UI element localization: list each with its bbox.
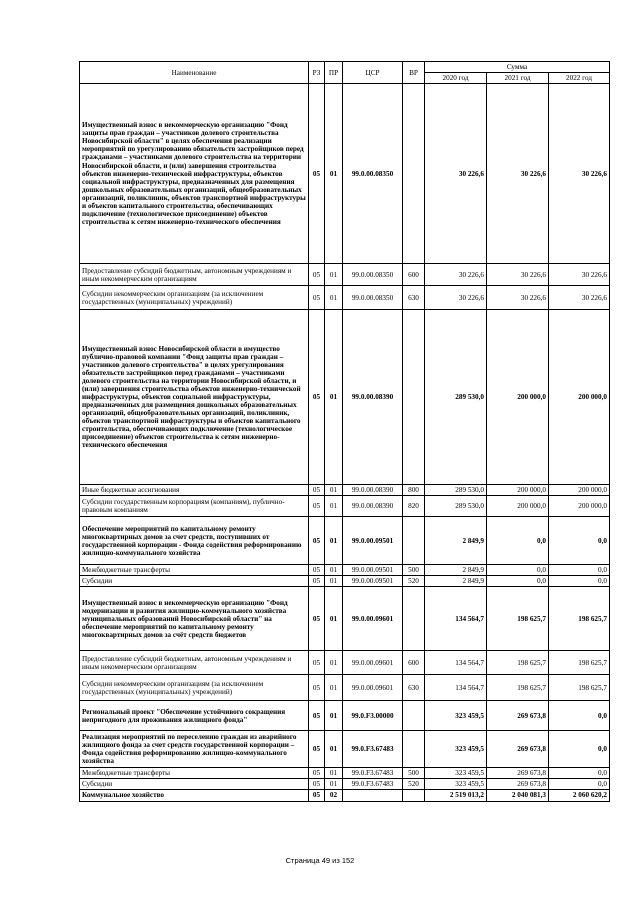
row-value-2021: 2 040 081,3 xyxy=(487,790,549,801)
row-value-2022: 30 226,6 xyxy=(549,264,610,286)
row-value-2021: 269 673,8 xyxy=(487,701,549,731)
row-rz: 05 xyxy=(309,264,325,286)
row-rz: 05 xyxy=(309,517,325,565)
table-row xyxy=(80,310,610,485)
col-header-year-2022: 2022 год xyxy=(549,73,610,84)
row-vr: 600 xyxy=(403,264,425,286)
row-rz: 05 xyxy=(309,496,325,517)
row-value-2020: 134 564,7 xyxy=(425,651,487,675)
budget-table xyxy=(79,61,610,802)
row-pr: 01 xyxy=(325,651,343,675)
row-value-2022: 198 625,7 xyxy=(549,675,610,701)
row-pr: 01 xyxy=(325,310,343,485)
table-row xyxy=(80,651,610,675)
row-csr: 99.0.F3.67483 xyxy=(343,768,403,779)
row-value-2020: 134 564,7 xyxy=(425,675,487,701)
col-header-csr: ЦСР xyxy=(343,62,403,84)
row-value-2022: 0,0 xyxy=(549,731,610,768)
row-name: Субсидии xyxy=(80,779,309,790)
row-value-2020: 30 226,6 xyxy=(425,264,487,286)
col-header-vr: ВР xyxy=(403,62,425,84)
row-value-2021: 198 625,7 xyxy=(487,651,549,675)
row-pr: 01 xyxy=(325,517,343,565)
row-value-2022: 30 226,6 xyxy=(549,84,610,264)
row-value-2021: 30 226,6 xyxy=(487,286,549,310)
table-row xyxy=(80,517,610,565)
row-value-2022: 200 000,0 xyxy=(549,496,610,517)
row-value-2020: 2 519 013,2 xyxy=(425,790,487,801)
row-pr: 01 xyxy=(325,587,343,651)
row-csr: 99.0.00.08390 xyxy=(343,310,403,485)
row-value-2021: 0,0 xyxy=(487,565,549,576)
row-value-2022: 198 625,7 xyxy=(549,651,610,675)
row-rz: 05 xyxy=(309,576,325,587)
row-vr xyxy=(403,310,425,485)
row-csr: 99.0.00.09501 xyxy=(343,576,403,587)
table-row xyxy=(80,587,610,651)
row-value-2021: 269 673,8 xyxy=(487,731,549,768)
table-row xyxy=(80,485,610,496)
row-vr: 500 xyxy=(403,565,425,576)
row-rz: 05 xyxy=(309,651,325,675)
row-csr: 99.0.F3.00000 xyxy=(343,701,403,731)
table-row xyxy=(80,768,610,779)
table-row xyxy=(80,731,610,768)
row-value-2022: 200 000,0 xyxy=(549,310,610,485)
row-vr xyxy=(403,587,425,651)
row-value-2022: 0,0 xyxy=(549,701,610,731)
row-value-2020: 2 849,9 xyxy=(425,576,487,587)
row-name: Субсидии некоммерческим организациям (за исключением государственных (муниципальных) учреждений) xyxy=(80,286,309,310)
row-rz: 05 xyxy=(309,587,325,651)
row-value-2020: 2 849,9 xyxy=(425,565,487,576)
row-value-2022: 0,0 xyxy=(549,768,610,779)
row-csr: 99.0.00.08350 xyxy=(343,84,403,264)
row-rz: 05 xyxy=(309,310,325,485)
row-value-2021: 198 625,7 xyxy=(487,587,549,651)
col-header-pr: ПР xyxy=(325,62,343,84)
row-value-2020: 30 226,6 xyxy=(425,286,487,310)
row-vr xyxy=(403,517,425,565)
row-rz: 05 xyxy=(309,790,325,801)
row-pr: 01 xyxy=(325,701,343,731)
table-row xyxy=(80,496,610,517)
row-vr: 520 xyxy=(403,576,425,587)
row-value-2022: 30 226,6 xyxy=(549,286,610,310)
row-name: Межбюджетные трансферты xyxy=(80,565,309,576)
row-value-2021: 200 000,0 xyxy=(487,310,549,485)
row-csr: 99.0.F3.67483 xyxy=(343,731,403,768)
row-value-2022: 198 625,7 xyxy=(549,587,610,651)
row-csr: 99.0.00.09501 xyxy=(343,517,403,565)
row-pr: 02 xyxy=(325,790,343,801)
row-value-2021: 198 625,7 xyxy=(487,675,549,701)
row-rz: 05 xyxy=(309,286,325,310)
row-value-2021: 30 226,6 xyxy=(487,84,549,264)
row-value-2022: 0,0 xyxy=(549,576,610,587)
row-rz: 05 xyxy=(309,779,325,790)
row-rz: 05 xyxy=(309,485,325,496)
row-pr: 01 xyxy=(325,779,343,790)
row-pr: 01 xyxy=(325,731,343,768)
row-vr: 630 xyxy=(403,675,425,701)
table-row xyxy=(80,675,610,701)
table-row xyxy=(80,286,610,310)
row-value-2021: 0,0 xyxy=(487,517,549,565)
row-vr: 820 xyxy=(403,496,425,517)
row-vr xyxy=(403,701,425,731)
row-vr: 800 xyxy=(403,485,425,496)
row-name: Имущественный взнос в некоммерческую организацию "Фонд модернизации и развития жилищно-коммунального хозяйства муниципальных образований Новосибирской области" на обеспечение мероприятий по капитальному ремонту многоквартирных домов за счёт средств бюджетов xyxy=(80,587,309,651)
row-name: Субсидии некоммерческим организациям (за исключением государственных (муниципальных) учреждений) xyxy=(80,675,309,701)
row-vr: 600 xyxy=(403,651,425,675)
row-name: Предоставление субсидий бюджетным, автономным учреждениям и иным некоммерческим организациям xyxy=(80,264,309,286)
row-csr: 99.0.00.08390 xyxy=(343,496,403,517)
row-value-2020: 289 530,0 xyxy=(425,485,487,496)
col-header-rz: РЗ xyxy=(309,62,325,84)
row-pr: 01 xyxy=(325,286,343,310)
row-name: Иные бюджетные ассигнования xyxy=(80,485,309,496)
col-header-sum: Сумма xyxy=(425,62,610,73)
row-value-2022: 2 060 620,2 xyxy=(549,790,610,801)
row-pr: 01 xyxy=(325,496,343,517)
row-value-2020: 30 226,6 xyxy=(425,84,487,264)
row-pr: 01 xyxy=(325,675,343,701)
row-vr xyxy=(403,84,425,264)
row-rz: 05 xyxy=(309,768,325,779)
table-row xyxy=(80,264,610,286)
row-name: Межбюджетные трансферты xyxy=(80,768,309,779)
row-value-2020: 134 564,7 xyxy=(425,587,487,651)
row-value-2021: 269 673,8 xyxy=(487,779,549,790)
table-row xyxy=(80,779,610,790)
row-value-2020: 323 459,5 xyxy=(425,701,487,731)
row-pr: 01 xyxy=(325,84,343,264)
row-name: Коммунальное хозяйство xyxy=(80,790,309,801)
row-csr: 99.0.00.09501 xyxy=(343,565,403,576)
row-pr: 01 xyxy=(325,576,343,587)
row-csr: 99.0.00.08350 xyxy=(343,286,403,310)
row-name: Региональный проект "Обеспечение устойчивого сокращения непригодного для проживания жилищного фонда" xyxy=(80,701,309,731)
row-value-2022: 0,0 xyxy=(549,565,610,576)
row-pr: 01 xyxy=(325,264,343,286)
row-rz: 05 xyxy=(309,731,325,768)
row-value-2020: 323 459,5 xyxy=(425,779,487,790)
row-value-2022: 200 000,0 xyxy=(549,485,610,496)
row-csr: 99.0.00.08350 xyxy=(343,264,403,286)
row-value-2022: 0,0 xyxy=(549,517,610,565)
row-csr xyxy=(343,790,403,801)
row-value-2020: 323 459,5 xyxy=(425,768,487,779)
page-number: Страница 49 из 152 xyxy=(285,856,355,865)
row-value-2021: 200 000,0 xyxy=(487,485,549,496)
row-csr: 99.0.00.09601 xyxy=(343,587,403,651)
row-name: Обеспечение мероприятий по капитальному ремонту многоквартирных домов за счет средств, поступивших от государственной корпорации - Фонда содействия реформированию жилищно-коммунального хозяйства xyxy=(80,517,309,565)
col-header-year-2020: 2020 год xyxy=(425,73,487,84)
row-name: Имущественный взнос Новосибирской области в имущество публично-правовой компании "Фонд защиты прав граждан – участников долевого строительства" в целях урегулирования обязательств застройщиков перед гражданами – участниками долевого строительства на территории Новосибирской области, и (или) завершения строительства объектов инженерно-технической инфраструктуры, объектов социальной инфраструктуры, предназначенных для размещения дошкольных образовательных организаций, общеобразовательных организаций, поликлиник, объектов транспортной инфраструктуры и объектов капитального строительства, обеспечивающих подключение (технологическое присоединение) объектов строительства к сетям инженерно-технического обеспечения xyxy=(80,310,309,485)
row-vr: 630 xyxy=(403,286,425,310)
row-value-2021: 0,0 xyxy=(487,576,549,587)
row-value-2022: 0,0 xyxy=(549,779,610,790)
row-vr: 520 xyxy=(403,779,425,790)
row-name: Предоставление субсидий бюджетным, автономным учреждениям и иным некоммерческим организациям xyxy=(80,651,309,675)
row-value-2020: 323 459,5 xyxy=(425,731,487,768)
col-header-year-2021: 2021 год xyxy=(487,73,549,84)
row-rz: 05 xyxy=(309,675,325,701)
row-value-2020: 289 530,0 xyxy=(425,310,487,485)
row-name: Субсидии государственным корпорациям (компаниям), публично-правовым компаниям xyxy=(80,496,309,517)
table-row xyxy=(80,84,610,264)
row-name: Имущественный взнос в некоммерческую организацию "Фонд защиты прав граждан – участников долевого строительства Новосибирской области" в целях обеспечения реализации мероприятий по урегулированию обязательств застройщиков перед гражданами – участниками долевого строительства на территории Новосибирской области, и (или) завершения строительства объектов инженерно-технической инфраструктуры, объектов социальной инфраструктуры, предназначенных для размещения дошкольных образовательных организаций, общеобразовательных организаций, поликлиник, объектов транспортной инфраструктуры и объектов капитального строительства, обеспечивающих подключение (технологическое присоединение) объектов строительства к сетям инженерно-технического обеспечения xyxy=(80,84,309,264)
table-row xyxy=(80,576,610,587)
table-row xyxy=(80,790,610,801)
col-header-name: Наименование xyxy=(80,62,309,84)
row-value-2021: 200 000,0 xyxy=(487,496,549,517)
table-row xyxy=(80,701,610,731)
row-name: Реализация мероприятий по переселению граждан из аварийного жилищного фонда за счет средств государственной корпорации – Фонда содействия реформированию жилищно-коммунального хозяйства xyxy=(80,731,309,768)
row-vr: 500 xyxy=(403,768,425,779)
table-row xyxy=(80,565,610,576)
row-rz: 05 xyxy=(309,84,325,264)
row-pr: 01 xyxy=(325,768,343,779)
row-pr: 01 xyxy=(325,565,343,576)
row-csr: 99.0.F3.67483 xyxy=(343,779,403,790)
row-value-2021: 30 226,6 xyxy=(487,264,549,286)
row-csr: 99.0.00.08390 xyxy=(343,485,403,496)
row-pr: 01 xyxy=(325,485,343,496)
row-value-2020: 289 530,0 xyxy=(425,496,487,517)
row-rz: 05 xyxy=(309,565,325,576)
row-vr xyxy=(403,731,425,768)
row-vr xyxy=(403,790,425,801)
row-csr: 99.0.00.09601 xyxy=(343,651,403,675)
row-name: Субсидии xyxy=(80,576,309,587)
row-csr: 99.0.00.09601 xyxy=(343,675,403,701)
row-rz: 05 xyxy=(309,701,325,731)
row-value-2021: 269 673,8 xyxy=(487,768,549,779)
row-value-2020: 2 849,9 xyxy=(425,517,487,565)
